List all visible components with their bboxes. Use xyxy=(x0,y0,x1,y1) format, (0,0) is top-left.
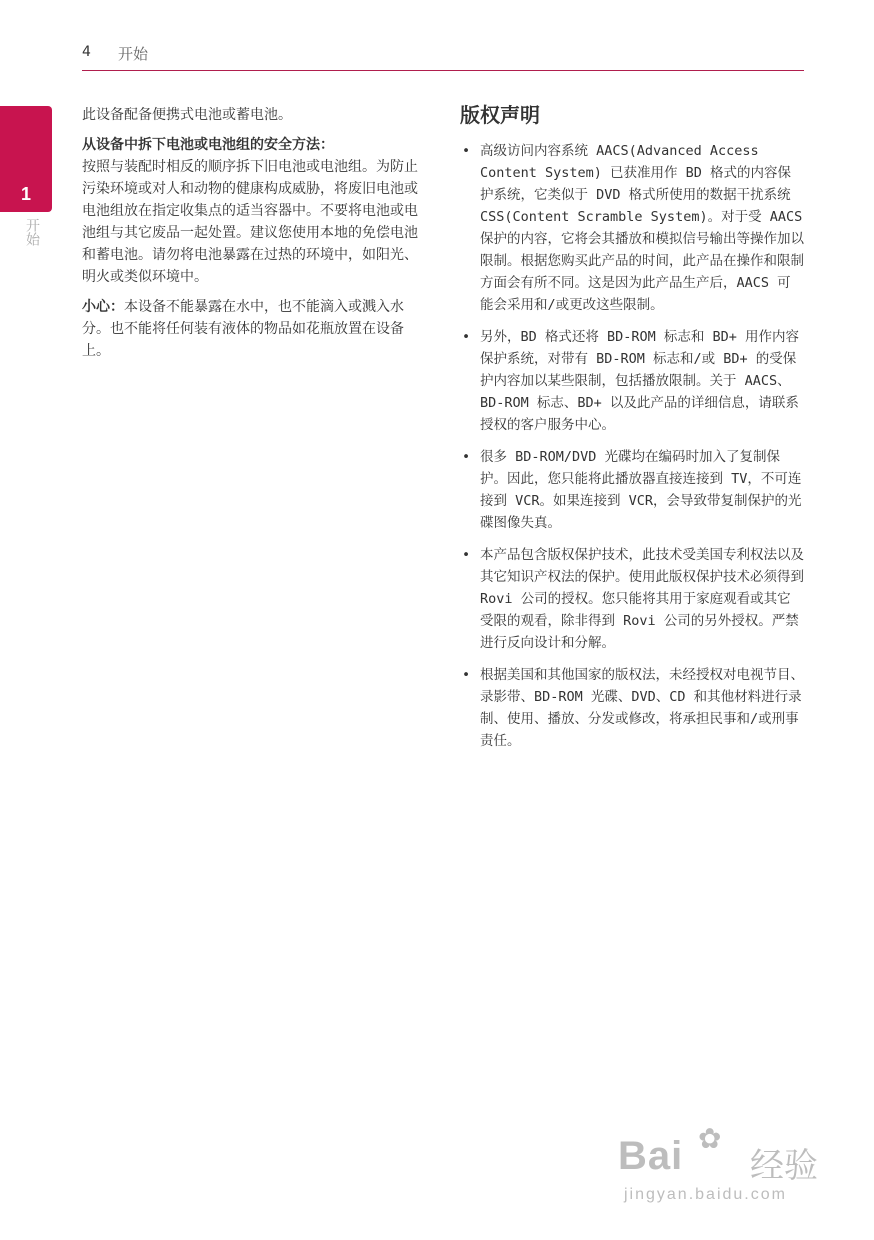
watermark-url: jingyan.baidu.com xyxy=(624,1186,787,1203)
copyright-title: 版权声明 xyxy=(460,103,540,127)
battery-body: 按照与装配时相反的顺序拆下旧电池或电池组。为防止污染环境或对人和动物的健康构成威胁，将废旧电池或电池组放在指定收集点的适当容器中。不要将电池或电池组与其它废品一起处置。建议您使用本地的免偿电池和蓄电池。请勿将电池暴露在过热的环境中，如阳光、明火或类似环境中。 xyxy=(82,159,418,285)
watermark-suffix: 经验 xyxy=(750,1146,818,1186)
chapter-number: 1 xyxy=(20,184,31,204)
list-item xyxy=(460,664,804,752)
copyright-list xyxy=(460,140,804,752)
bullet-icon: • xyxy=(462,547,471,563)
list-item xyxy=(460,140,804,316)
list-item xyxy=(460,446,804,534)
list-item-text: 高级访问内容系统 AACS(Advanced Access Content System) 已获准用作 BD 格式的内容保护系统，它类似于 DVD 格式所使用的数据干扰系统 CSS(Content Scramble System)。对于受 AACS 保护的内容，它将会其播放和模拟信号输出等操作加以限制。根据您购买此产品的时间，此产品在操作和限制方面会有所不同。这是因为此产品生产后，AACS 可能会采用和/或更改这些限制。 xyxy=(480,143,804,313)
page-number: 4 xyxy=(82,44,91,60)
section-name: 开始 xyxy=(118,45,149,63)
bullet-icon: • xyxy=(462,143,471,159)
battery-heading: 从设备中拆下电池或电池组的安全方法： xyxy=(82,137,334,153)
list-item-text: 根据美国和其他国家的版权法，未经授权对电视节目、录影带、BD-ROM 光碟、DVD、CD 和其他材料进行录制、使用、播放、分发或修改，将承担民事和/或刑事责任。 xyxy=(480,667,804,749)
list-item xyxy=(460,544,804,654)
caution-paragraph xyxy=(82,296,418,362)
bullet-icon: • xyxy=(462,667,471,683)
list-item-text: 本产品包含版权保护技术，此技术受美国专利权法以及其它知识产权法的保护。使用此版权保护技术必须得到 Rovi 公司的授权。您只能将其用于家庭观看或其它受限的观看，除非得到 Rovi 公司的另外授权。严禁进行反向设计和分解。 xyxy=(480,547,804,651)
battery-intro: 此设备配备便携式电池或蓄电池。 xyxy=(82,107,292,123)
caution-label: 小心： xyxy=(82,299,124,315)
caution-body: 本设备不能暴露在水中，也不能滴入或溅入水分。也不能将任何装有液体的物品如花瓶放置在设备上。 xyxy=(82,299,404,359)
copyright-section xyxy=(460,100,804,762)
list-item xyxy=(460,326,804,436)
list-item-text: 很多 BD-ROM/DVD 光碟均在编码时加入了复制保护。因此，您只能将此播放器直接连接到 TV，不可连接到 VCR。如果连接到 VCR，会导致带复制保护的光碟图像失真。 xyxy=(480,449,802,531)
battery-removal-paragraph xyxy=(82,134,418,288)
list-item-text: 另外，BD 格式还将 BD-ROM 标志和 BD+ 用作内容保护系统，对带有 BD-ROM 标志和/或 BD+ 的受保护内容加以某些限制，包括播放限制。关于 AACS、BD-ROM 标志、BD+ 以及此产品的详细信息，请联系授权的客户服务中心。 xyxy=(480,329,800,433)
paw-icon: ✿ xyxy=(698,1122,722,1155)
bullet-icon: • xyxy=(462,329,471,345)
page-header xyxy=(82,40,804,71)
bullet-icon: • xyxy=(462,449,471,465)
baidu-watermark xyxy=(618,1122,830,1216)
battery-safety-section xyxy=(82,104,418,370)
chapter-label: 开始 xyxy=(24,218,40,246)
watermark-logo: Bai xyxy=(618,1134,684,1178)
